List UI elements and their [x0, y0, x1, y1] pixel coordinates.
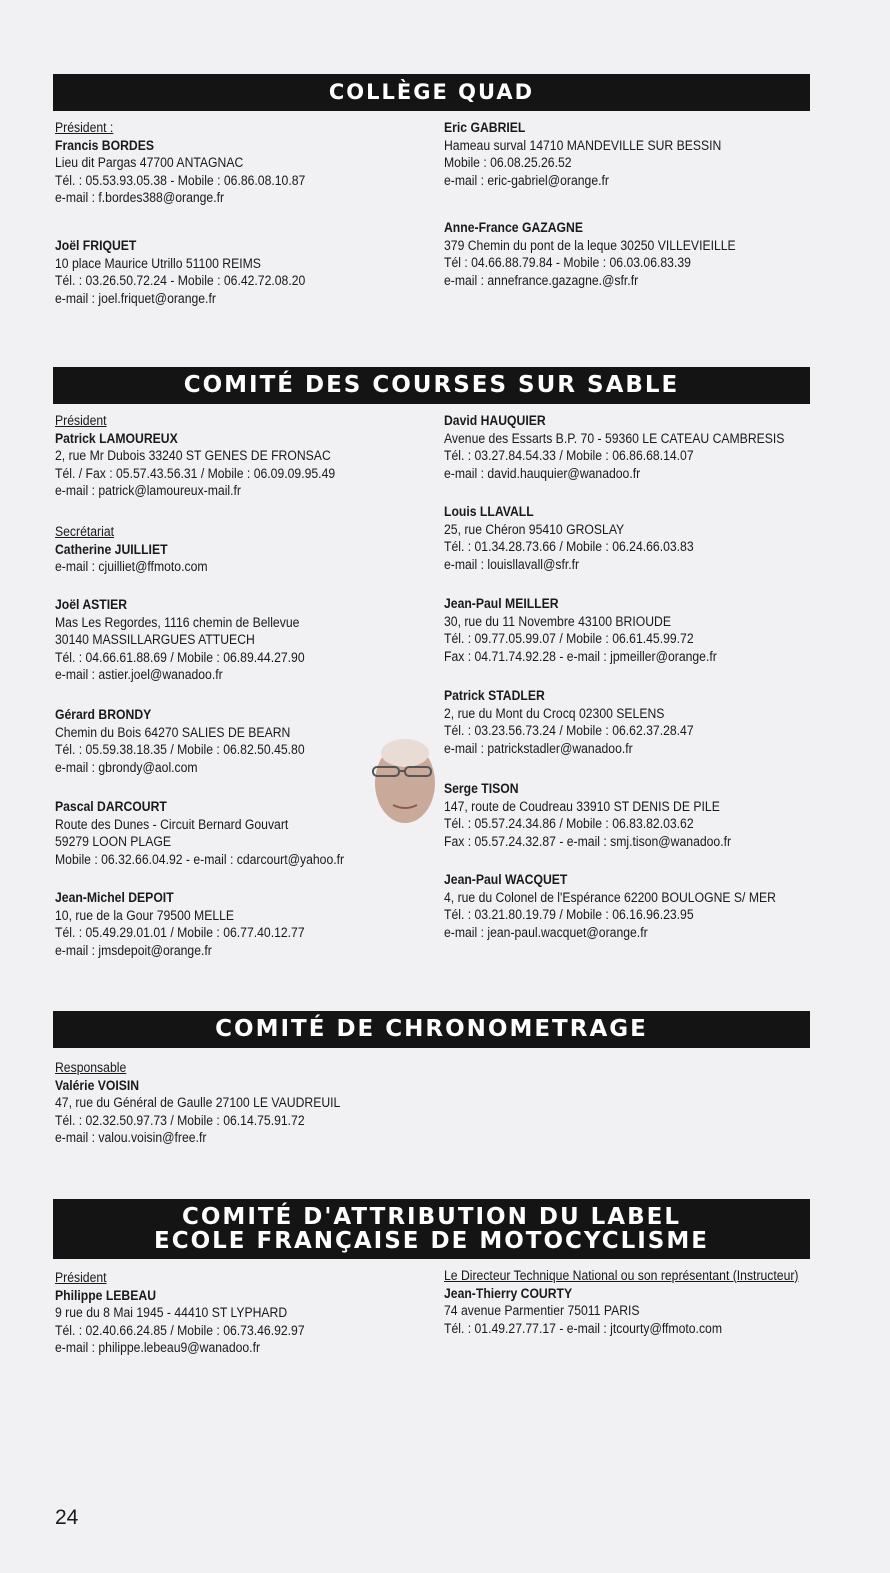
- contact-line: 4, rue du Colonel de l'Espérance 62200 BOULOGNE S/ MER: [444, 889, 776, 906]
- contact-email[interactable]: e-mail : astier.joel@wanadoo.fr: [55, 667, 223, 683]
- section-title-line2: ECOLE FRANÇAISE DE MOTOCYCLISME: [154, 1228, 709, 1254]
- section-title: COLLÈGE QUAD: [328, 80, 535, 105]
- contact-name: Philippe LEBEAU: [55, 1287, 157, 1304]
- contact-line: Tél. : 05.59.38.18.35 / Mobile : 06.82.50.45.80: [55, 742, 305, 758]
- contact-email[interactable]: e-mail : jmsdepoit@orange.fr: [55, 942, 212, 959]
- section-title: COMITÉ DE CHRONOMETRAGE: [215, 1016, 648, 1043]
- contact-line: 9 rue du 8 Mai 1945 - 44410 ST LYPHARD: [55, 1305, 288, 1321]
- contact-line: Tél. : 02.32.50.97.73 / Mobile : 06.14.75.91.72: [55, 1112, 305, 1129]
- contact-email[interactable]: e-mail : valou.voisin@free.fr: [55, 1130, 207, 1146]
- contact-line: 2, rue Mr Dubois 33240 ST GENES DE FRONSAC: [55, 448, 331, 464]
- contact-name: Joël ASTIER: [55, 597, 128, 613]
- section-banner-courses-sable: [53, 367, 810, 404]
- contact-name: Jean-Paul MEILLER: [444, 596, 559, 612]
- contact-line: 10, rue de la Gour 79500 MELLE: [55, 907, 235, 924]
- contact-name: Valérie VOISIN: [55, 1077, 140, 1094]
- contact-francis-bordes: [55, 120, 305, 208]
- contact-line: Tél. / Fax : 05.57.43.56.31 / Mobile : 06.09.09.95.49: [55, 465, 336, 482]
- section-banner-chronometrage: [53, 1011, 810, 1048]
- contact-line: Tél. : 03.23.56.73.24 / Mobile : 06.62.37.28.47: [444, 723, 694, 739]
- contact-name: Joël FRIQUET: [55, 238, 137, 254]
- contact-line: 30, rue du 11 Novembre 43100 BRIOUDE: [444, 613, 671, 630]
- section-banner-label: [53, 1199, 810, 1259]
- contact-jean-paul-meiller: [444, 596, 717, 666]
- contact-email[interactable]: e-mail : joel.friquet@orange.fr: [55, 290, 216, 307]
- contact-name: Serge TISON: [444, 781, 519, 797]
- section-title-line1: COMITÉ D'ATTRIBUTION DU LABEL: [182, 1203, 681, 1230]
- contact-joel-friquet: [55, 238, 305, 308]
- contact-email[interactable]: e-mail : patrickstadler@wanadoo.fr: [444, 740, 633, 757]
- contact-serge-tison: [444, 781, 731, 851]
- contact-line: 59279 LOON PLAGE: [55, 834, 171, 850]
- contact-line: 147, route de Coudreau 33910 ST DENIS DE PILE: [444, 798, 720, 815]
- contact-name: Pascal DARCOURT: [55, 799, 167, 815]
- contact-line: Chemin du Bois 64270 SALIES DE BEARN: [55, 724, 291, 741]
- contact-line: Hameau surval 14710 MANDEVILLE SUR BESSIN: [444, 137, 722, 154]
- contact-louis-llavall: [444, 504, 694, 574]
- contact-valerie-voisin: [55, 1060, 340, 1148]
- contact-line: Tél. : 05.53.93.05.38 - Mobile : 06.86.08.10.87: [55, 172, 306, 189]
- contact-role: Président: [55, 413, 107, 429]
- contact-name: Gérard BRONDY: [55, 707, 152, 723]
- contact-name: Eric GABRIEL: [444, 120, 526, 136]
- contact-line: Lieu dit Pargas 47700 ANTAGNAC: [55, 155, 244, 171]
- contact-line: Mobile : 06.08.25.26.52: [444, 155, 572, 171]
- contact-email[interactable]: e-mail : eric-gabriel@orange.fr: [444, 172, 609, 189]
- contact-line: 47, rue du Général de Gaulle 27100 LE VAUDREUIL: [55, 1095, 341, 1111]
- contact-role: Responsable: [55, 1060, 127, 1076]
- contact-line: Tél. : 03.21.80.19.79 / Mobile : 06.16.96.23.95: [444, 907, 694, 923]
- contact-line: Tél : 04.66.88.79.84 - Mobile : 06.03.06.83.39: [444, 255, 691, 271]
- contact-line: Avenue des Essarts B.P. 70 - 59360 LE CATEAU CAMBRESIS: [444, 430, 785, 447]
- contact-email[interactable]: e-mail : f.bordes388@orange.fr: [55, 190, 225, 206]
- contact-email[interactable]: e-mail : gbrondy@aol.com: [55, 759, 198, 776]
- contact-line: 30140 MASSILLARGUES ATTUECH: [55, 632, 255, 648]
- contact-jean-thierry-courty: [444, 1268, 798, 1338]
- contact-name: David HAUQUIER: [444, 413, 546, 429]
- contact-name: Catherine JUILLIET: [55, 541, 168, 558]
- contact-name: Louis LLAVALL: [444, 504, 534, 520]
- contact-line: 25, rue Chéron 95410 GROSLAY: [444, 521, 625, 538]
- contact-gerard-brondy: [55, 707, 305, 777]
- contact-name: Anne-France GAZAGNE: [444, 220, 583, 236]
- contact-name: Jean-Thierry COURTY: [444, 1285, 573, 1302]
- page-number: 24: [55, 1506, 79, 1529]
- contact-line: Tél. : 05.49.29.01.01 / Mobile : 06.77.40.12.77: [55, 925, 305, 941]
- contact-line: Tél. : 01.34.28.73.66 / Mobile : 06.24.66.03.83: [444, 539, 694, 555]
- contact-catherine-juilliet: [55, 524, 208, 577]
- contact-eric-gabriel: [444, 120, 721, 190]
- contact-line: Tél. : 03.26.50.72.24 - Mobile : 06.42.72.08.20: [55, 273, 306, 289]
- contact-patrick-stadler: [444, 688, 694, 758]
- portrait-photo: [365, 733, 445, 843]
- contact-email[interactable]: e-mail : cjuilliet@ffmoto.com: [55, 559, 208, 575]
- contact-joel-astier: [55, 597, 305, 685]
- contact-anne-france-gazagne: [444, 220, 736, 290]
- contact-line: Tél. : 03.27.84.54.33 / Mobile : 06.86.68.14.07: [444, 448, 694, 464]
- contact-email[interactable]: e-mail : louisllavall@sfr.fr: [444, 556, 580, 573]
- contact-line: Route des Dunes - Circuit Bernard Gouvart: [55, 816, 289, 833]
- contact-role: Président :: [55, 120, 114, 136]
- contact-name: Patrick LAMOUREUX: [55, 430, 178, 447]
- contact-name: Jean-Paul WACQUET: [444, 872, 568, 888]
- contact-patrick-lamoureux: [55, 413, 335, 501]
- contact-email[interactable]: e-mail : patrick@lamoureux-mail.fr: [55, 483, 241, 499]
- contact-line: Tél. : 09.77.05.99.07 / Mobile : 06.61.45.99.72: [444, 631, 694, 647]
- contact-jean-paul-wacquet: [444, 872, 776, 942]
- contact-line: Fax : 04.71.74.92.28 - e-mail : jpmeiller@orange.fr: [444, 648, 717, 665]
- contact-pascal-darcourt: [55, 799, 344, 869]
- contact-role: Secrétariat: [55, 524, 115, 540]
- contact-line: Tél. : 02.40.66.24.85 / Mobile : 06.73.46.92.97: [55, 1322, 305, 1339]
- contact-email[interactable]: e-mail : jean-paul.wacquet@orange.fr: [444, 924, 648, 941]
- contact-name: Patrick STADLER: [444, 688, 545, 704]
- contact-philippe-lebeau: [55, 1270, 305, 1358]
- contact-email[interactable]: e-mail : philippe.lebeau9@wanadoo.fr: [55, 1340, 261, 1356]
- contact-name: Francis BORDES: [55, 137, 154, 154]
- contact-line: 74 avenue Parmentier 75011 PARIS: [444, 1303, 640, 1319]
- contact-line: 10 place Maurice Utrillo 51100 REIMS: [55, 255, 261, 272]
- contact-line: 379 Chemin du pont de la leque 30250 VILLEVIEILLE: [444, 237, 736, 254]
- contact-email[interactable]: e-mail : annefrance.gazagne.@sfr.fr: [444, 272, 639, 289]
- contact-line: Tél. : 01.49.27.77.17 - e-mail : jtcourty@ffmoto.com: [444, 1320, 723, 1337]
- contact-david-hauquier: [444, 413, 784, 483]
- contact-line: Fax : 05.57.24.32.87 - e-mail : smj.tison@wanadoo.fr: [444, 833, 732, 850]
- contact-line: Tél. : 04.66.61.88.69 / Mobile : 06.89.44.27.90: [55, 649, 305, 666]
- contact-role: Président: [55, 1270, 107, 1286]
- section-title: COMITÉ DES COURSES SUR SABLE: [183, 372, 680, 399]
- contact-email[interactable]: e-mail : david.hauquier@wanadoo.fr: [444, 465, 641, 482]
- contact-line: 2, rue du Mont du Crocq 02300 SELENS: [444, 705, 665, 722]
- contact-jean-michel-depoit: [55, 890, 305, 960]
- section-banner-college-quad: [53, 74, 810, 111]
- contact-line: Mobile : 06.32.66.04.92 - e-mail : cdarcourt@yahoo.fr: [55, 851, 345, 868]
- contact-line: Mas Les Regordes, 1116 chemin de Bellevue: [55, 614, 300, 631]
- contact-name: Jean-Michel DEPOIT: [55, 890, 174, 906]
- contact-line: Tél. : 05.57.24.34.86 / Mobile : 06.83.82.03.62: [444, 816, 694, 832]
- contact-role: Le Directeur Technique National ou son représentant (Instructeur): [444, 1268, 799, 1284]
